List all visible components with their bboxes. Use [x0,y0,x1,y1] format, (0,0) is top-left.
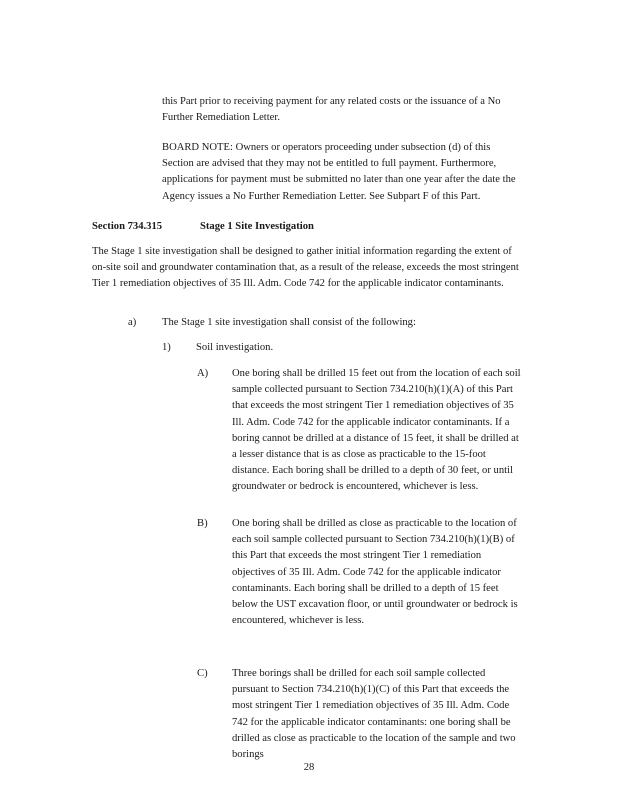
page-number: 28 [303,762,315,773]
item-a-label: a) [128,317,137,328]
item-1-text: Soil investigation. [196,342,274,353]
item-A-label: A) [197,368,209,379]
intro-paragraph [92,244,522,293]
item-C-label: C) [197,668,208,679]
intro-paragraph-text: The Stage 1 site investigation shall be designed to gather initial information regarding the extent of on-site soil and groundwater contamination that, as a result of the release, exceeds the most stringent Tier 1 remediation objectives of 35 Ill. Adm. Code 742 for the applicable indicator contaminants. [92,246,519,290]
item-B-text: One boring shall be drilled as close as practicable to the location of each soil sample collected pursuant to Section 734.210(h)(1)(B) of this Part that exceeds the most stringent Tier 1 remediation objectives of 35 Ill. Adm. Code 742 for the applicable indicator contaminants. Each boring shall be drilled to a depth of 15 feet below the UST excavation floor, or until groundwater or bedrock is encountered, whichever is less. [232,518,518,627]
board-note [162,140,522,205]
section-title: Stage 1 Site Investigation [200,221,314,232]
item-C-text: Three borings shall be drilled for each soil sample collected pursuant to Section 734.210(h)(1)(C) of this Part that exceeds the most stringent Tier 1 remediation objectives of 35 Ill. Adm. Code 742 for the applicable indicator contaminants: one boring shall be drilled as close as practicable to the location of the sample and two borings [232,668,516,761]
item-1-label: 1) [162,342,171,353]
item-B-label: B) [197,518,208,529]
continuation-paragraph-text: this Part prior to receiving payment for any related costs or the issuance of a No Further Remediation Letter. [162,96,501,124]
continuation-paragraph [162,94,522,126]
item-a-text: The Stage 1 site investigation shall consist of the following: [162,317,416,328]
board-note-text: BOARD NOTE: Owners or operators proceeding under subsection (d) of this Section are advised that they may not be entitled to full payment. Furthermore, applications for payment must be submitted no later than one year after the date the Agency issues a No Further Remediation Letter. See Subpart F of this Part. [162,142,516,202]
item-A-text: One boring shall be drilled 15 feet out from the location of each soil sample collected pursuant to Section 734.210(h)(1)(A) of this Part that exceeds the most stringent Tier 1 remediation objectives of 35 Ill. Adm. Code 742 for the applicable indicator contaminants. If a boring cannot be drilled at a distance of 15 feet, it shall be drilled at a lesser distance that is as close as practicable to the 15-foot distance. Each boring shall be drilled to a depth of 30 feet, or until groundwater or bedrock is encountered, whichever is less. [232,368,521,493]
section-number: Section 734.315 [92,221,163,232]
section-heading [92,219,314,235]
